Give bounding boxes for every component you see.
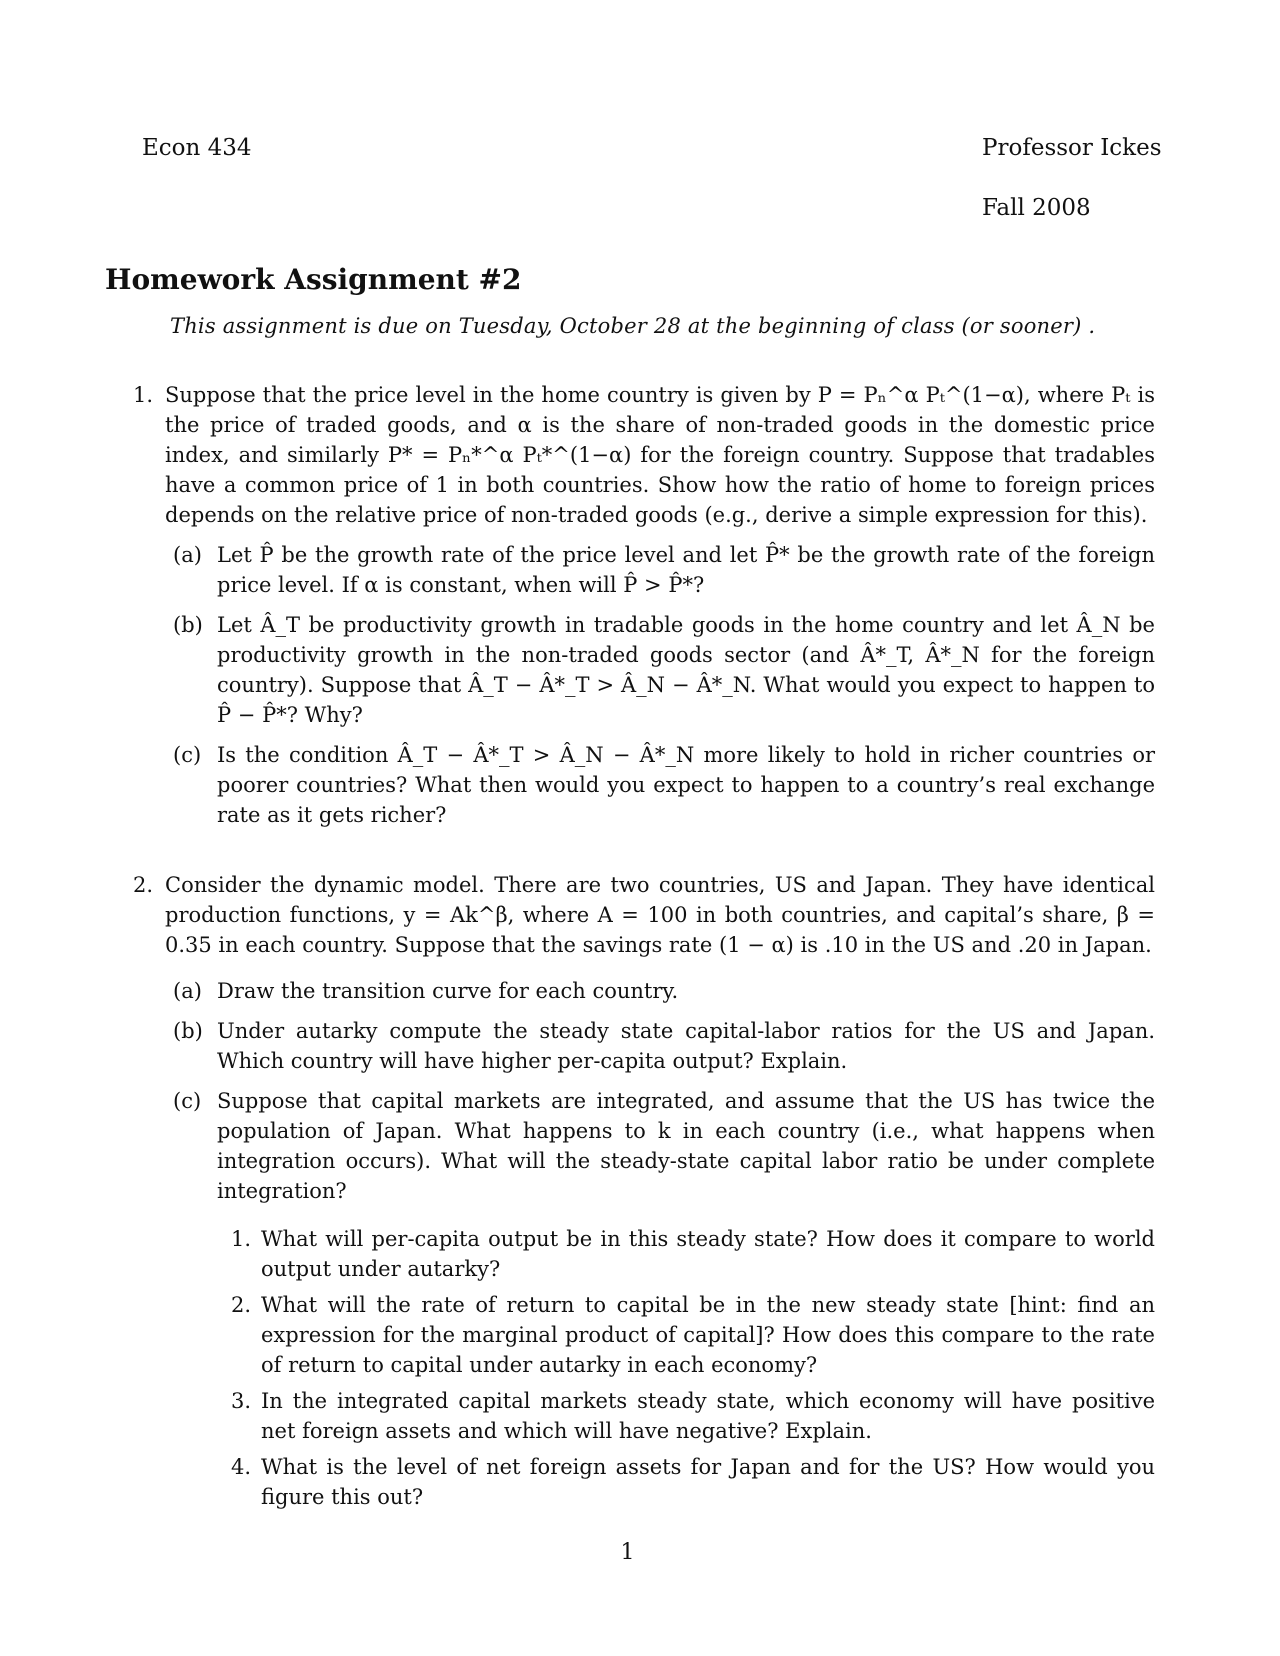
part-label: (b) [173, 613, 203, 637]
subquestion [231, 1224, 1155, 1284]
professor-name: Professor Ickes [982, 135, 1162, 161]
questions [133, 380, 1155, 1512]
part-text: Suppose that capital markets are integrated, and assume that the US has twice the population of Japan. What happens to k in each country (i.e., what happens when integration occurs). What will the steady-state capital labor ratio be under complete integration? [217, 1089, 1155, 1203]
subquestion-number: 4. [231, 1455, 252, 1479]
page-title: Homework Assignment #2 [105, 263, 522, 296]
subquestion [231, 1386, 1155, 1446]
part-text: Let Â_T be productivity growth in tradable goods in the home country and let Â_N be productivity growth in the non-traded goods sector (and Â*_T, Â*_N for the foreign country). Suppose that Â_T − Â*_T > Â_N − Â*_N. What would you expect to happen to P̂ − P̂*? Why? [217, 613, 1155, 727]
part-text: Is the condition Â_T − Â*_T > Â_N − Â*_N more likely to hold in richer countries or poorer countries? What then would you expect to happen to a country’s real exchange rate as it gets richer? [217, 743, 1155, 827]
due-note: This assignment is due on Tuesday, October 28 at the beginning of class (or sooner) . [170, 314, 1096, 338]
question-number: 2. [133, 873, 154, 897]
course-name: Econ 434 [142, 135, 252, 161]
subquestion-text: What will the rate of return to capital be in the new steady state [hint: find an expression for the marginal product of capital]? How does this compare to the rate of return to capital under autarky in each economy? [261, 1293, 1155, 1377]
page-number: 1 [620, 1540, 635, 1565]
question-number: 1. [133, 383, 154, 407]
subquestion-list [165, 1224, 1155, 1512]
term: Fall 2008 [982, 195, 1091, 221]
subquestion-text: What will per-capita output be in this steady state? How does it compare to world output under autarky? [261, 1227, 1155, 1281]
part-label: (c) [173, 1089, 202, 1113]
part-label: (c) [173, 743, 202, 767]
part-label: (a) [173, 979, 202, 1003]
subquestion-number: 1. [231, 1227, 252, 1251]
question-text: Consider the dynamic model. There are two countries, US and Japan. They have identical production functions, y = Ak^β, where A = 100 in both countries, and capital’s share, β = 0.35 in each country. Suppose that the savings rate (1 − α) is .10 in the US and .20 in Japan. [165, 873, 1155, 957]
part-text: Let P̂ be the growth rate of the price level and let P̂* be the growth rate of the foreign price level. If α is constant, when will P̂ > P̂*? [217, 543, 1155, 597]
subquestion-text: In the integrated capital markets steady state, which economy will have positive net foreign assets and which will have negative? Explain. [261, 1389, 1155, 1443]
question-part [173, 1086, 1155, 1206]
question-part [173, 1016, 1155, 1076]
subquestion-number: 2. [231, 1293, 252, 1317]
question-text: Suppose that the price level in the home country is given by P = Pₙ^α Pₜ^(1−α), where Pₜ is the price of traded goods, and α is the share of non-traded goods in the domestic price index, and similarly P* = Pₙ*^α Pₜ*^(1−α) for the foreign country. Suppose that tradables have a common price of 1 in both countries. Show how the ratio of home to foreign prices depends on the relative price of non-traded goods (e.g., derive a simple expression for this). [165, 383, 1155, 527]
question-part [173, 740, 1155, 830]
subquestion [231, 1452, 1155, 1512]
question-part [173, 610, 1155, 730]
question-part [173, 540, 1155, 600]
question-2 [133, 870, 1155, 1512]
part-text: Draw the transition curve for each country. [217, 979, 679, 1003]
subquestion-number: 3. [231, 1389, 252, 1413]
subquestion-text: What is the level of net foreign assets for Japan and for the US? How would you figure this out? [261, 1455, 1155, 1509]
subquestion [231, 1290, 1155, 1380]
part-text: Under autarky compute the steady state capital-labor ratios for the US and Japan. Which country will have higher per-capita output? Explain. [217, 1019, 1155, 1073]
part-label: (a) [173, 543, 202, 567]
question-part [173, 976, 1155, 1006]
part-label: (b) [173, 1019, 203, 1043]
header-right [982, 133, 1162, 253]
question-1 [133, 380, 1155, 830]
